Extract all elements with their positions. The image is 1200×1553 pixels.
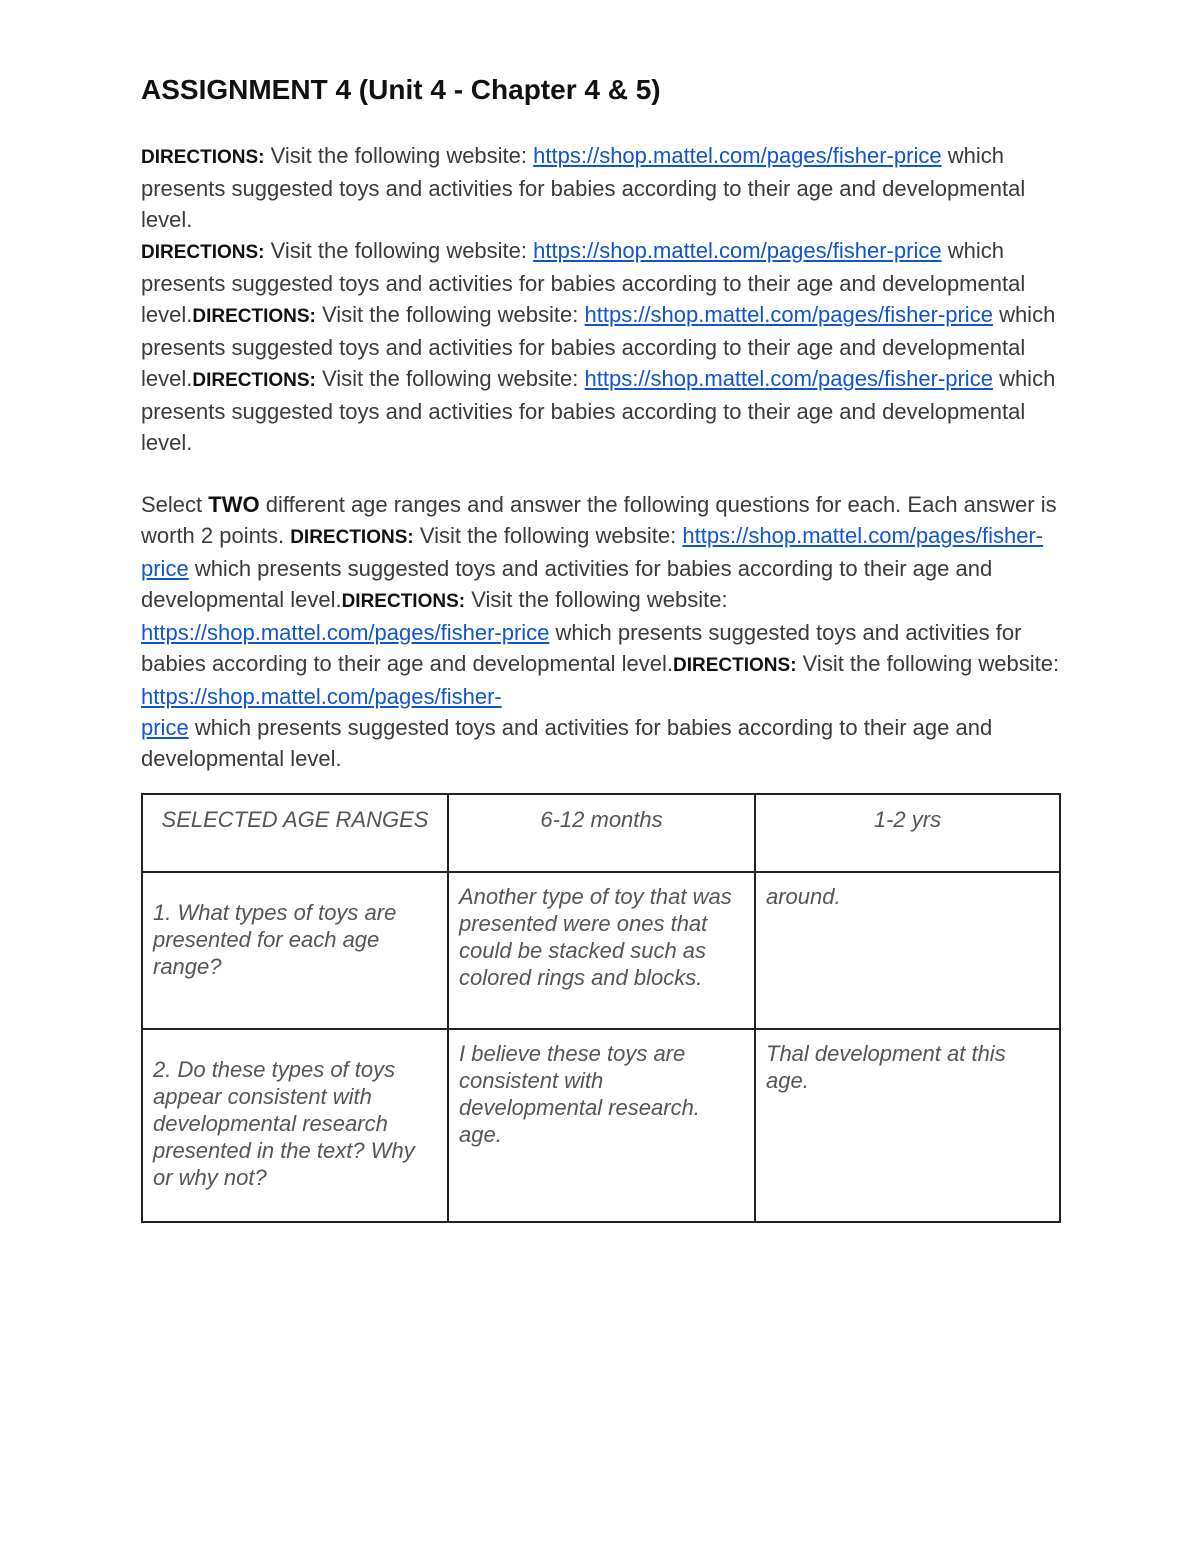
table-header-row [142,794,1060,872]
which-text: which presents suggested toys and activities for babies according to their age and developmental level. [141,143,1026,232]
select-rest: different age ranges and answer the following questions for each. Each answer is worth 2 points. [141,492,1057,548]
table-row [142,1029,1060,1222]
select-paragraph [141,489,1061,774]
directions-label: DIRECTIONS: [673,655,797,676]
visit-text: Visit the following website: [321,302,579,327]
table-header-cell: SELECTED AGE RANGES [142,794,448,872]
visit-text: Visit the following website: [270,143,528,168]
directions-label: DIRECTIONS: [192,306,316,327]
fisher-price-link[interactable]: https://shop.mattel.com/pages/fisher- [141,684,502,709]
fisher-price-link[interactable]: price [141,715,189,740]
assignment-title: ASSIGNMENT 4 (Unit 4 - Chapter 4 & 5) [141,74,661,105]
select-intro: Select [141,492,203,517]
visit-text: Visit the following website: [419,523,677,548]
answer-cell: I believe these toys are consistent with developmental research. age. [448,1029,755,1222]
fisher-price-link[interactable]: https://shop.mattel.com/pages/fisher-price [533,238,942,263]
which-text: which presents suggested toys and activities for babies according to their age and developmental level. [141,238,1026,327]
which-text: which presents suggested toys and activities for babies according to their age and developmental level. [141,620,1022,676]
fisher-price-link[interactable]: https://shop.mattel.com/pages/fisher-price [584,302,993,327]
directions-label: DIRECTIONS: [192,370,316,391]
fisher-price-link[interactable]: https://shop.mattel.com/pages/fisher-price [141,523,1044,581]
fisher-price-link[interactable]: https://shop.mattel.com/pages/fisher-price [533,143,942,168]
select-two: TWO [208,492,260,517]
question-text: 1. What types of toys are presented for each age range? [153,900,397,979]
which-text: which presents suggested toys and activities for babies according to their age and developmental level. [141,302,1056,391]
age-ranges-table [141,793,1061,1223]
visit-text: Visit the following website: [471,587,728,612]
question-cell [142,872,448,1029]
document-page [141,72,1061,774]
table-row [142,872,1060,1029]
directions-label: DIRECTIONS: [341,591,466,612]
directions-label: DIRECTIONS: [290,527,414,548]
visit-text: Visit the following website: [802,651,1060,676]
table-header-cell: 1-2 yrs [755,794,1060,872]
visit-text: Visit the following website: [270,238,528,263]
directions-label: DIRECTIONS: [141,147,265,168]
answer-cell: around. [755,872,1060,1029]
visit-text: Visit the following website: [321,366,579,391]
which-text: which presents suggested toys and activities for babies according to their age and developmental level. [141,715,993,771]
directions-label: DIRECTIONS: [141,242,265,263]
which-text: which presents suggested toys and activities for babies according to their age and developmental level. [141,556,993,612]
directions-paragraph [141,140,1061,458]
fisher-price-link[interactable]: https://shop.mattel.com/pages/fisher-price [584,366,993,391]
which-text: which presents suggested toys and activities for babies according to their age and developmental level. [141,366,1056,455]
answer-cell: Another type of toy that was presented were ones that could be stacked such as colored rings and blocks. [448,872,755,1029]
fisher-price-link[interactable]: https://shop.mattel.com/pages/fisher-price [141,620,550,645]
question-text: 2. Do these types of toys appear consistent with developmental research presented in the text? Why or why not? [153,1057,415,1190]
table-header-cell: 6-12 months [448,794,755,872]
answer-cell: Thal development at this age. [755,1029,1060,1222]
question-cell [142,1029,448,1222]
